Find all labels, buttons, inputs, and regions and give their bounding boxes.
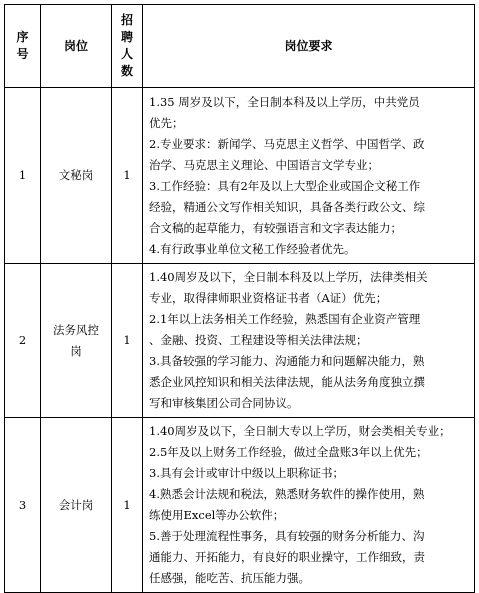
row-hiring-count: 1 [112,264,143,418]
row-serial-number: 2 [5,264,41,418]
row-requirements: 1.40周岁及以下，全日制本科及以上学历，法律类相关 专业，取得律师职业资格证书者（A证）优先； 2.1年以上法务相关工作经验，熟悉国有企业资产管理 、金融、投资、工程建设等相关法律法规； 3.具备较强的学习能力、沟通能力和问题解决能力，熟 悉企业风控知识和相关法律法规，能从法务角度独立撰 写和审核集团公司合同协议。 [143,264,475,418]
row-serial-number: 1 [5,88,41,264]
row-hiring-count: 1 [112,88,143,264]
row-requirements: 1.35 周岁及以下，全日制本科及以上学历，中共党员 优先； 2.专业要求：新闻学、马克思主义哲学、中国哲学、政 治学、马克思主义理论、中国语言文学专业； 3.工作经验：具有2年及以上大型企业或国企文秘工作 经验，精通公文写作相关知识，具备各类行政公文、综 合文稿的起草能力，有较强语言和文字表达能力； 4.有行政事业单位文秘工作经验者优先。 [143,88,475,264]
table-header-row [5,5,475,88]
table-row [5,88,475,264]
recruitment-table [4,4,475,593]
header-position: 岗位 [41,5,112,88]
table-row [5,264,475,418]
header-requirements: 岗位要求 [143,5,475,88]
row-position: 文秘岗 [41,88,112,264]
row-position: 法务风控 岗 [41,264,112,418]
row-requirements: 1.40周岁及以下，全日制大专以上学历，财会类相关专业； 2.5年及以上财务工作经验，做过全盘账3年以上优先； 3.具有会计或审计中级以上职称证书； 4.熟悉会计法规和税法，熟悉财务软件的操作使用，熟 练使用Excel等办公软件； 5.善于处理流程性事务，具有较强的财务分析能力、沟 通能力、开拓能力，有良好的职业操守，工作细致，责 任感强，能吃苦、抗压能力强。 [143,418,475,593]
row-hiring-count: 1 [112,418,143,593]
header-serial-number: 序 号 [5,5,41,88]
header-hiring-count: 招 聘 人 数 [112,5,143,88]
row-position: 会计岗 [41,418,112,593]
row-serial-number: 3 [5,418,41,593]
table-row [5,418,475,593]
